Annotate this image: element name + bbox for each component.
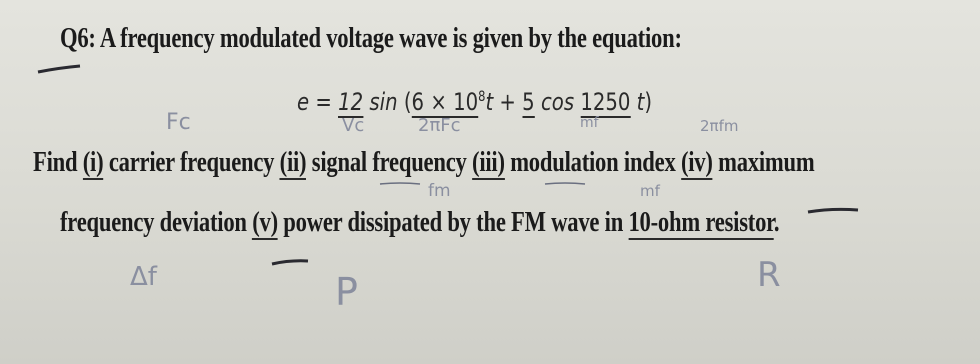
annot-delta-f: Δf [130,262,157,292]
annot-2pifm: 2πfm [700,117,739,135]
pen-mark-modulation [545,183,585,184]
carrier-term: 6 × 10 [411,88,479,116]
annot-2pifc: 2πFc [418,115,461,136]
annot-fm: fm [428,181,451,201]
annot-r: R [757,255,781,295]
pen-mark-title [38,66,80,72]
annot-fc: Fc [166,110,191,135]
amplitude: 12 [338,88,364,116]
fm-equation: e = 12 $\sin (6 \times 10^8t + 5$ cos 1250 t) [297,88,653,116]
annot-mf: mf [580,115,599,131]
question-line-1: Find (i) carrier frequency (ii) signal frequency (iii) modulation index (iv) maximum [33,146,815,178]
pen-mark-v [272,261,308,264]
annot-p: P [335,270,358,314]
question-line-2: frequency deviation (v) power dissipated by the FM wave in 10-ohm resistor. [60,206,780,238]
annot-vc: Vc [342,115,365,136]
mod-frequency: 1250 [580,88,631,116]
question-title: Q6: A frequency modulated voltage wave is given by the equation: [60,22,682,54]
pen-mark-signal [380,183,420,184]
pen-mark-maximum [808,209,858,212]
annot-mf-2: mf [640,182,660,200]
mod-amplitude: 5 [522,88,535,116]
